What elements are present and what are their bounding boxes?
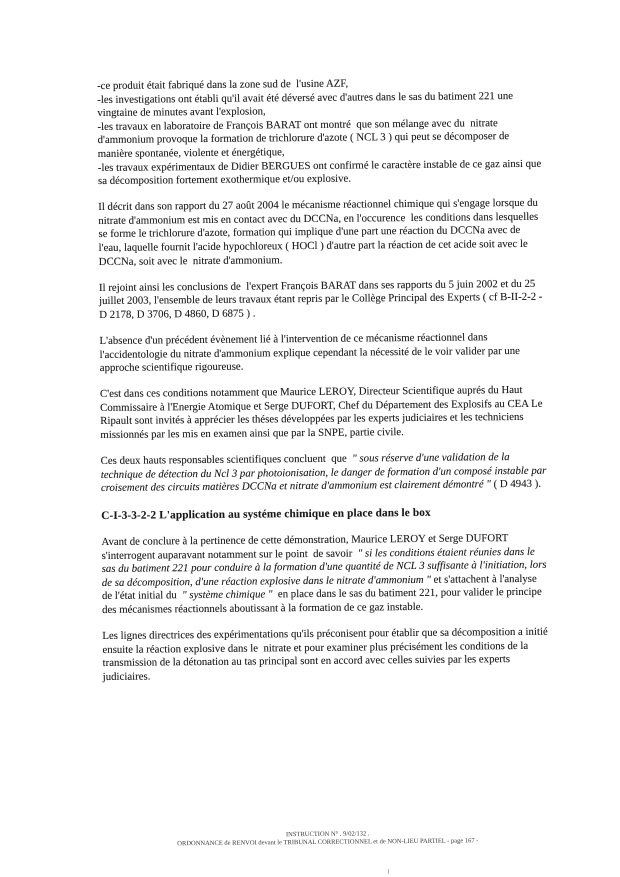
body-text: Il décrit dans son rapport du 27 août 2004 le mécanisme réactionnel chimique qui s'engage lorsque du nitrate d'ammonium est mis en contact avec du DCCNa, en l'occurence les conditions dans lesquelles se forme le trichlorure d'azote, formation qui implique d'une part une réaction du DCCNa avec de l'eau, laquelle fournit l'acide hypochloreux ( HOCl ) d'autre part la réaction de cet acide soit avec le DCCNa, soit avec le nitrate d'ammonium. xyxy=(98,196,544,268)
body-text: L'absence d'un précédent évènement lié à l'intervention de ce mécanisme réactionnel dans l'accidentologie du nitrate d'ammonium explique cependant la nécessité de le voir valider par une approche scientifique rigoureuse. xyxy=(99,331,523,375)
body-text: et s'attachent à l'analyse de l'état initial du xyxy=(101,572,540,603)
body-text: C'est dans ces conditions notamment que Maurice LEROY, Directeur Scientifique auprés du Haut Commissaire à l'Energie Atomique et Serge DUFORT, Chef du Département des Explosifs au CEA Le Ripault sont invités à apprécier les théses développées par les experts judiciaires et les techniciens missionnés par les mis en examen ainsi que par la SNPE, partie civile. xyxy=(99,384,546,442)
paragraph-lignes-directrices xyxy=(102,626,550,685)
intro-line-3 xyxy=(97,116,544,161)
body-text: Les lignes directrices des expérimentations qu'ils préconisent pour établir que sa décomposition a initié ensuite la réaction explosive dans le nitrate et pour examiner plus précisément les conditions de la transmission de la détonation au tas principal sont en accord avec celles suivies par les experts judiciaires. xyxy=(102,625,551,683)
footer-line-2: ORDONNANCE de RENVOI devant le TRIBUNAL CORRECTIONNEL et de NON-LIEU PARTIEL - page 167 - xyxy=(177,836,479,847)
body-text: en place dans le sas du batiment 221, pour valider le principe des mécanismes réactionnels aboutissant à la formation de ce gaz instable. xyxy=(102,586,545,616)
quoted-italic-text: " si les conditions étaient réunies dans le sas du batiment 221 pour conduire à la formation d'une quantité de NCL 3 suffisante à l'initiation, lors de sa décomposition, d'une réaction explosive dans le nitrate d'ammonium " xyxy=(101,545,550,589)
scan-artifact-speck xyxy=(388,869,389,874)
body-text: -ce produit était fabriqué dans la zone sud de l'usine AZF, xyxy=(97,77,349,92)
paragraph-absence-precedent xyxy=(99,331,546,376)
paragraph-conclusions-barat xyxy=(99,277,546,322)
paragraph-rapport-2004 xyxy=(98,197,546,269)
body-text: -les investigations ont établi qu'il avait été déversé avec d'autres dans le sas du batiment 221 une vingtaine de minutes avant l'explosion, xyxy=(97,89,516,120)
paragraph-conditions-leroy xyxy=(100,384,548,443)
quoted-italic-text: " système chimique " xyxy=(182,588,273,602)
paragraph-avant-conclure xyxy=(101,532,549,618)
body-text: -les travaux en laboratoire de François BARAT ont montré que son mélange avec du nitrate d'ammonium provoque la formation de trichlorure d'azote ( NCL 3 ) qui peut se décomposer de manière spontanée, violente et énergétique, xyxy=(97,116,512,160)
quoted-italic-text: " sous réserve d'une validation de la technique de détection du Ncl 3 par photoionisation, le danger de formation d'un composé instable par croisement des circuits matières DCCNa et nitrate d'ammonium est clairement démontré " xyxy=(100,451,550,495)
page-footer xyxy=(104,829,551,848)
body-text: Il rejoint ainsi les conclusions de l'expert François BARAT dans ses rapports du 5 juin 2002 et du 25 juillet 2003, l'ensemble de leurs travaux étant repris par le Collège Principal des Experts ( cf B-II-2-2 - D 2178, D 3706, D 4860, D 6875 ) . xyxy=(98,277,546,321)
page-content xyxy=(97,76,551,847)
body-text: Avant de conclure à la pertinence de cette démonstration, Maurice LEROY et Serge DUFORT s'interrogent auparavant notamment sur le point de savoir xyxy=(101,532,511,562)
footer-line-1: INSTRUCTION N° . 9/02/132 . xyxy=(285,830,370,839)
section-heading: C-I-3-3-2-2 L'application au systéme chimique en place dans le box xyxy=(101,506,431,522)
paragraph-conclusion-quote xyxy=(101,451,548,496)
intro-line-2 xyxy=(97,89,544,120)
body-text: Ces deux hauts responsables scientifiques concluent que xyxy=(100,452,353,468)
body-text: ( D 4943 ). xyxy=(490,478,542,491)
body-text: -les travaux expérimentaux de Didier BERGUES ont confirmé le caractère instable de ce gaz ainsi que sa décomposition fortement exothermique et/ou explosive. xyxy=(97,157,544,188)
intro-line-4 xyxy=(98,157,545,188)
